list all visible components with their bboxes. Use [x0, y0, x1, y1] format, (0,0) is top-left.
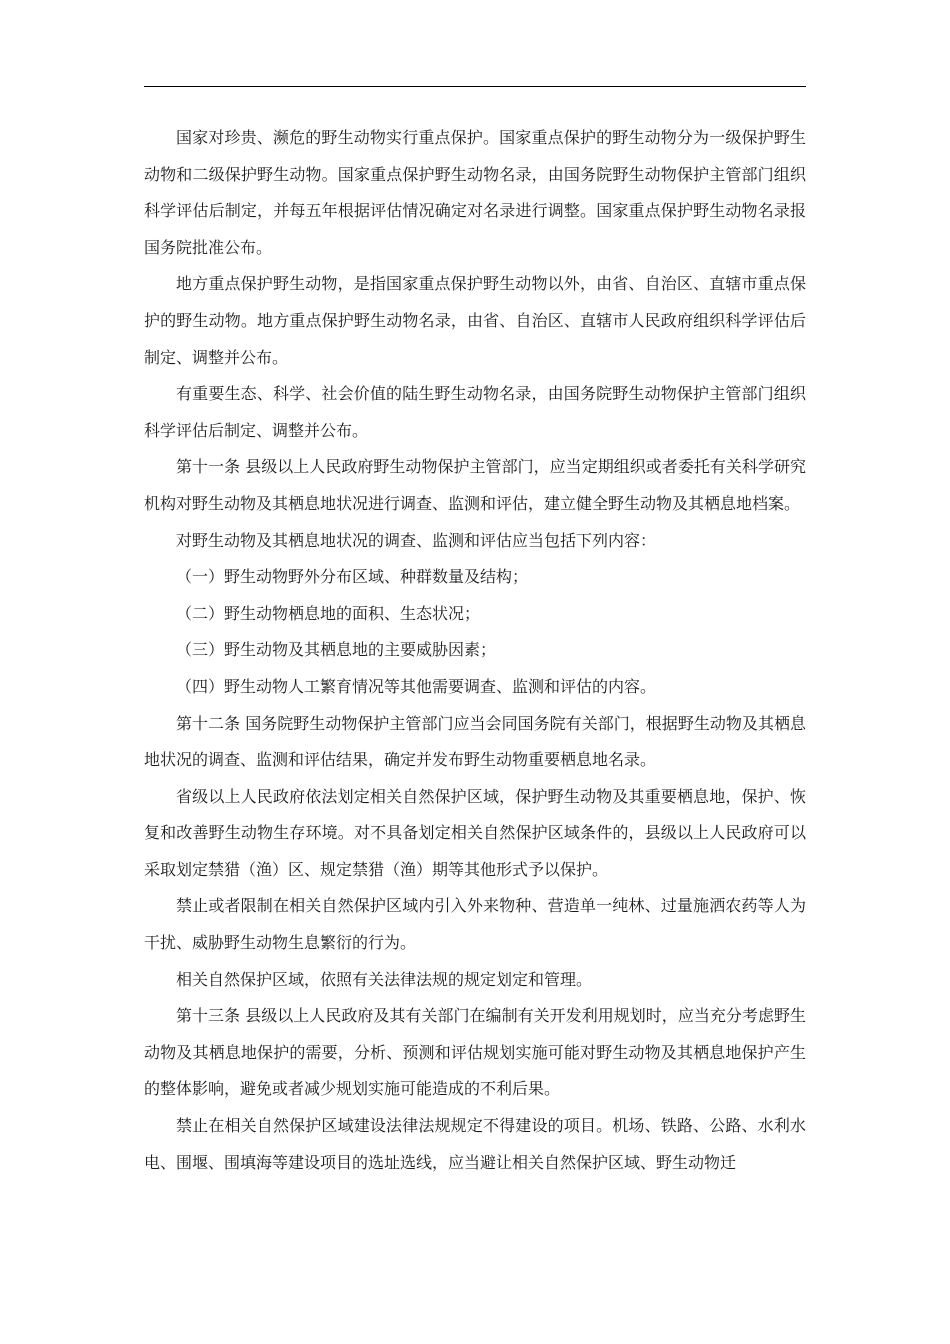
- list-item: （一）野生动物野外分布区域、种群数量及结构；: [176, 567, 529, 587]
- paragraph: 有重要生态、科学、社会价值的陆生野生动物名录，由国务院野生动物保护主管部门组织科学评估后制定、调整并公布。: [144, 384, 806, 440]
- paragraph: 国家对珍贵、濒危的野生动物实行重点保护。国家重点保护的野生动物分为一级保护野生动物和二级保护野生动物。国家重点保护野生动物名录，由国务院野生动物保护主管部门组织科学评估后制定，并每五年根据评估情况确定对名录进行调整。国家重点保护野生动物名录报国务院批准公布。: [144, 128, 806, 257]
- header-rule: [144, 86, 806, 87]
- list-item: （四）野生动物人工繁育情况等其他需要调查、监测和评估的内容。: [176, 676, 657, 696]
- article-11-paragraph: 第十一条 县级以上人民政府野生动物保护主管部门，应当定期组织或者委托有关科学研究机构对野生动物及其栖息地状况进行调查、监测和评估，建立健全野生动物及其栖息地档案。: [144, 457, 806, 513]
- paragraph: 禁止在相关自然保护区域建设法律法规规定不得建设的项目。机场、铁路、公路、水利水电、围堰、围填海等建设项目的选址选线，应当避让相关自然保护区域、野生动物迁: [144, 1116, 806, 1172]
- paragraph: 省级以上人民政府依法划定相关自然保护区域，保护野生动物及其重要栖息地，保护、恢复和改善野生动物生存环境。对不具备划定相关自然保护区域条件的，县级以上人民政府可以采取划定禁猎（渔）区、规定禁猎（渔）期等其他形式予以保护。: [144, 786, 806, 879]
- document-body: [144, 120, 806, 1181]
- list-item: （二）野生动物栖息地的面积、生态状况；: [176, 603, 481, 623]
- paragraph: 禁止或者限制在相关自然保护区域内引入外来物种、营造单一纯林、过量施洒农药等人为干扰、威胁野生动物生息繁衍的行为。: [144, 896, 806, 953]
- list-item: （三）野生动物及其栖息地的主要威胁因素；: [176, 640, 497, 660]
- article-13-paragraph: 第十三条 县级以上人民政府及其有关部门在编制有关开发利用规划时，应当充分考虑野生动物及其栖息地保护的需要，分析、预测和评估规划实施可能对野生动物及其栖息地保护产生的整体影响，避免或者减少规划实施可能造成的不利后果。: [144, 1006, 806, 1099]
- paragraph: 地方重点保护野生动物，是指国家重点保护野生动物以外，由省、自治区、直辖市重点保护的野生动物。地方重点保护野生动物名录，由省、自治区、直辖市人民政府组织科学评估后制定、调整并公布。: [144, 274, 806, 367]
- article-12-paragraph: 第十二条 国务院野生动物保护主管部门应当会同国务院有关部门，根据野生动物及其栖息地状况的调查、监测和评估结果，确定并发布野生动物重要栖息地名录。: [144, 713, 806, 770]
- paragraph: 相关自然保护区域，依照有关法律法规的规定划定和管理。: [176, 969, 593, 989]
- paragraph: 对野生动物及其栖息地状况的调查、监测和评估应当包括下列内容：: [176, 530, 657, 550]
